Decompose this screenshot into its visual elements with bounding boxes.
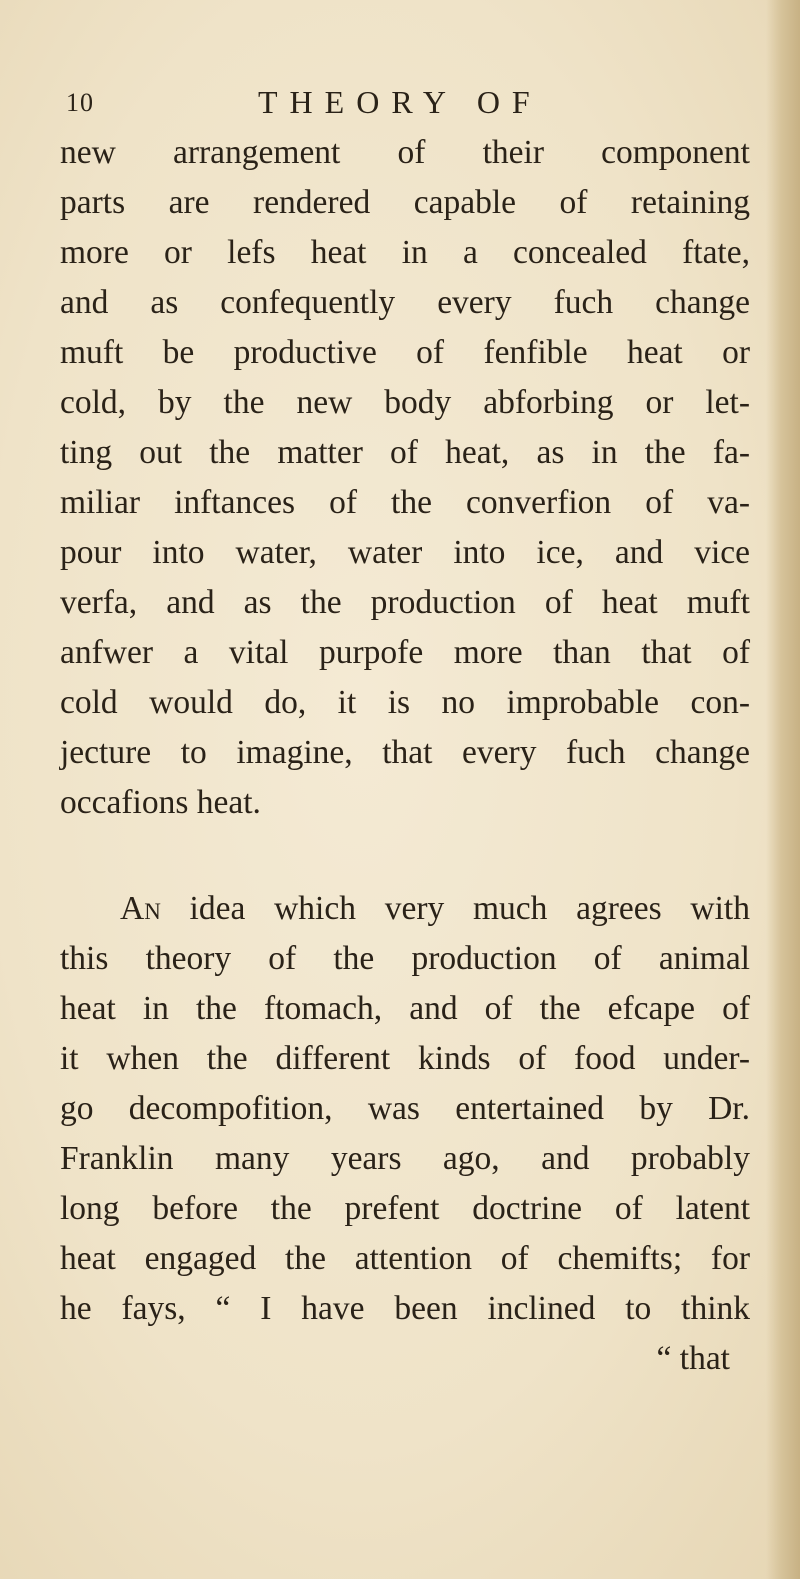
text-line: he fays, “ I have been inclined to think — [60, 1290, 750, 1327]
body-text — [60, 128, 750, 1384]
text-line: new arrangement of their component — [60, 134, 750, 171]
text-line: this theory of the production of animal — [60, 940, 750, 977]
page-edge-shadow — [766, 0, 800, 1579]
text-line: cold, by the new body abforbing or let- — [60, 384, 750, 421]
text-line: parts are rendered capable of retaining — [60, 184, 750, 221]
paragraph-gap — [60, 828, 750, 884]
text-line: jecture to imagine, that every fuch change — [60, 734, 750, 771]
running-title: THEORY OF — [258, 84, 542, 120]
text-line-rest: idea which very much agrees with — [160, 890, 750, 927]
catchword: “ that — [656, 1340, 730, 1377]
page-header — [60, 84, 760, 124]
text-line: Franklin many years ago, and probably — [60, 1140, 750, 1177]
text-line: pour into water, water into ice, and vice — [60, 534, 750, 571]
text-line: cold would do, it is no improbable con- — [60, 684, 750, 721]
text-line: occafions heat. — [60, 784, 261, 821]
text-line: anfwer a vital purpofe more than that of — [60, 634, 750, 671]
text-line: long before the prefent doctrine of latent — [60, 1190, 750, 1227]
text-line: heat engaged the attention of chemifts; for — [60, 1240, 750, 1277]
text-line: go decompofition, was entertained by Dr. — [60, 1090, 750, 1127]
text-line: muft be productive of fenfible heat or — [60, 334, 750, 371]
page-number: 10 — [66, 88, 94, 117]
text-line-paragraph-start — [60, 884, 750, 934]
text-line: it when the different kinds of food under- — [60, 1040, 750, 1077]
text-line: ting out the matter of heat, as in the fa- — [60, 434, 750, 471]
text-line: and as confequently every fuch change — [60, 284, 750, 321]
paragraph-opening-word: An — [120, 890, 161, 927]
text-line: verfa, and as the production of heat muft — [60, 584, 750, 621]
text-line: heat in the ftomach, and of the efcape of — [60, 990, 750, 1027]
text-line: more or lefs heat in a concealed ftate, — [60, 234, 750, 271]
text-line: miliar inftances of the converfion of va- — [60, 484, 750, 521]
